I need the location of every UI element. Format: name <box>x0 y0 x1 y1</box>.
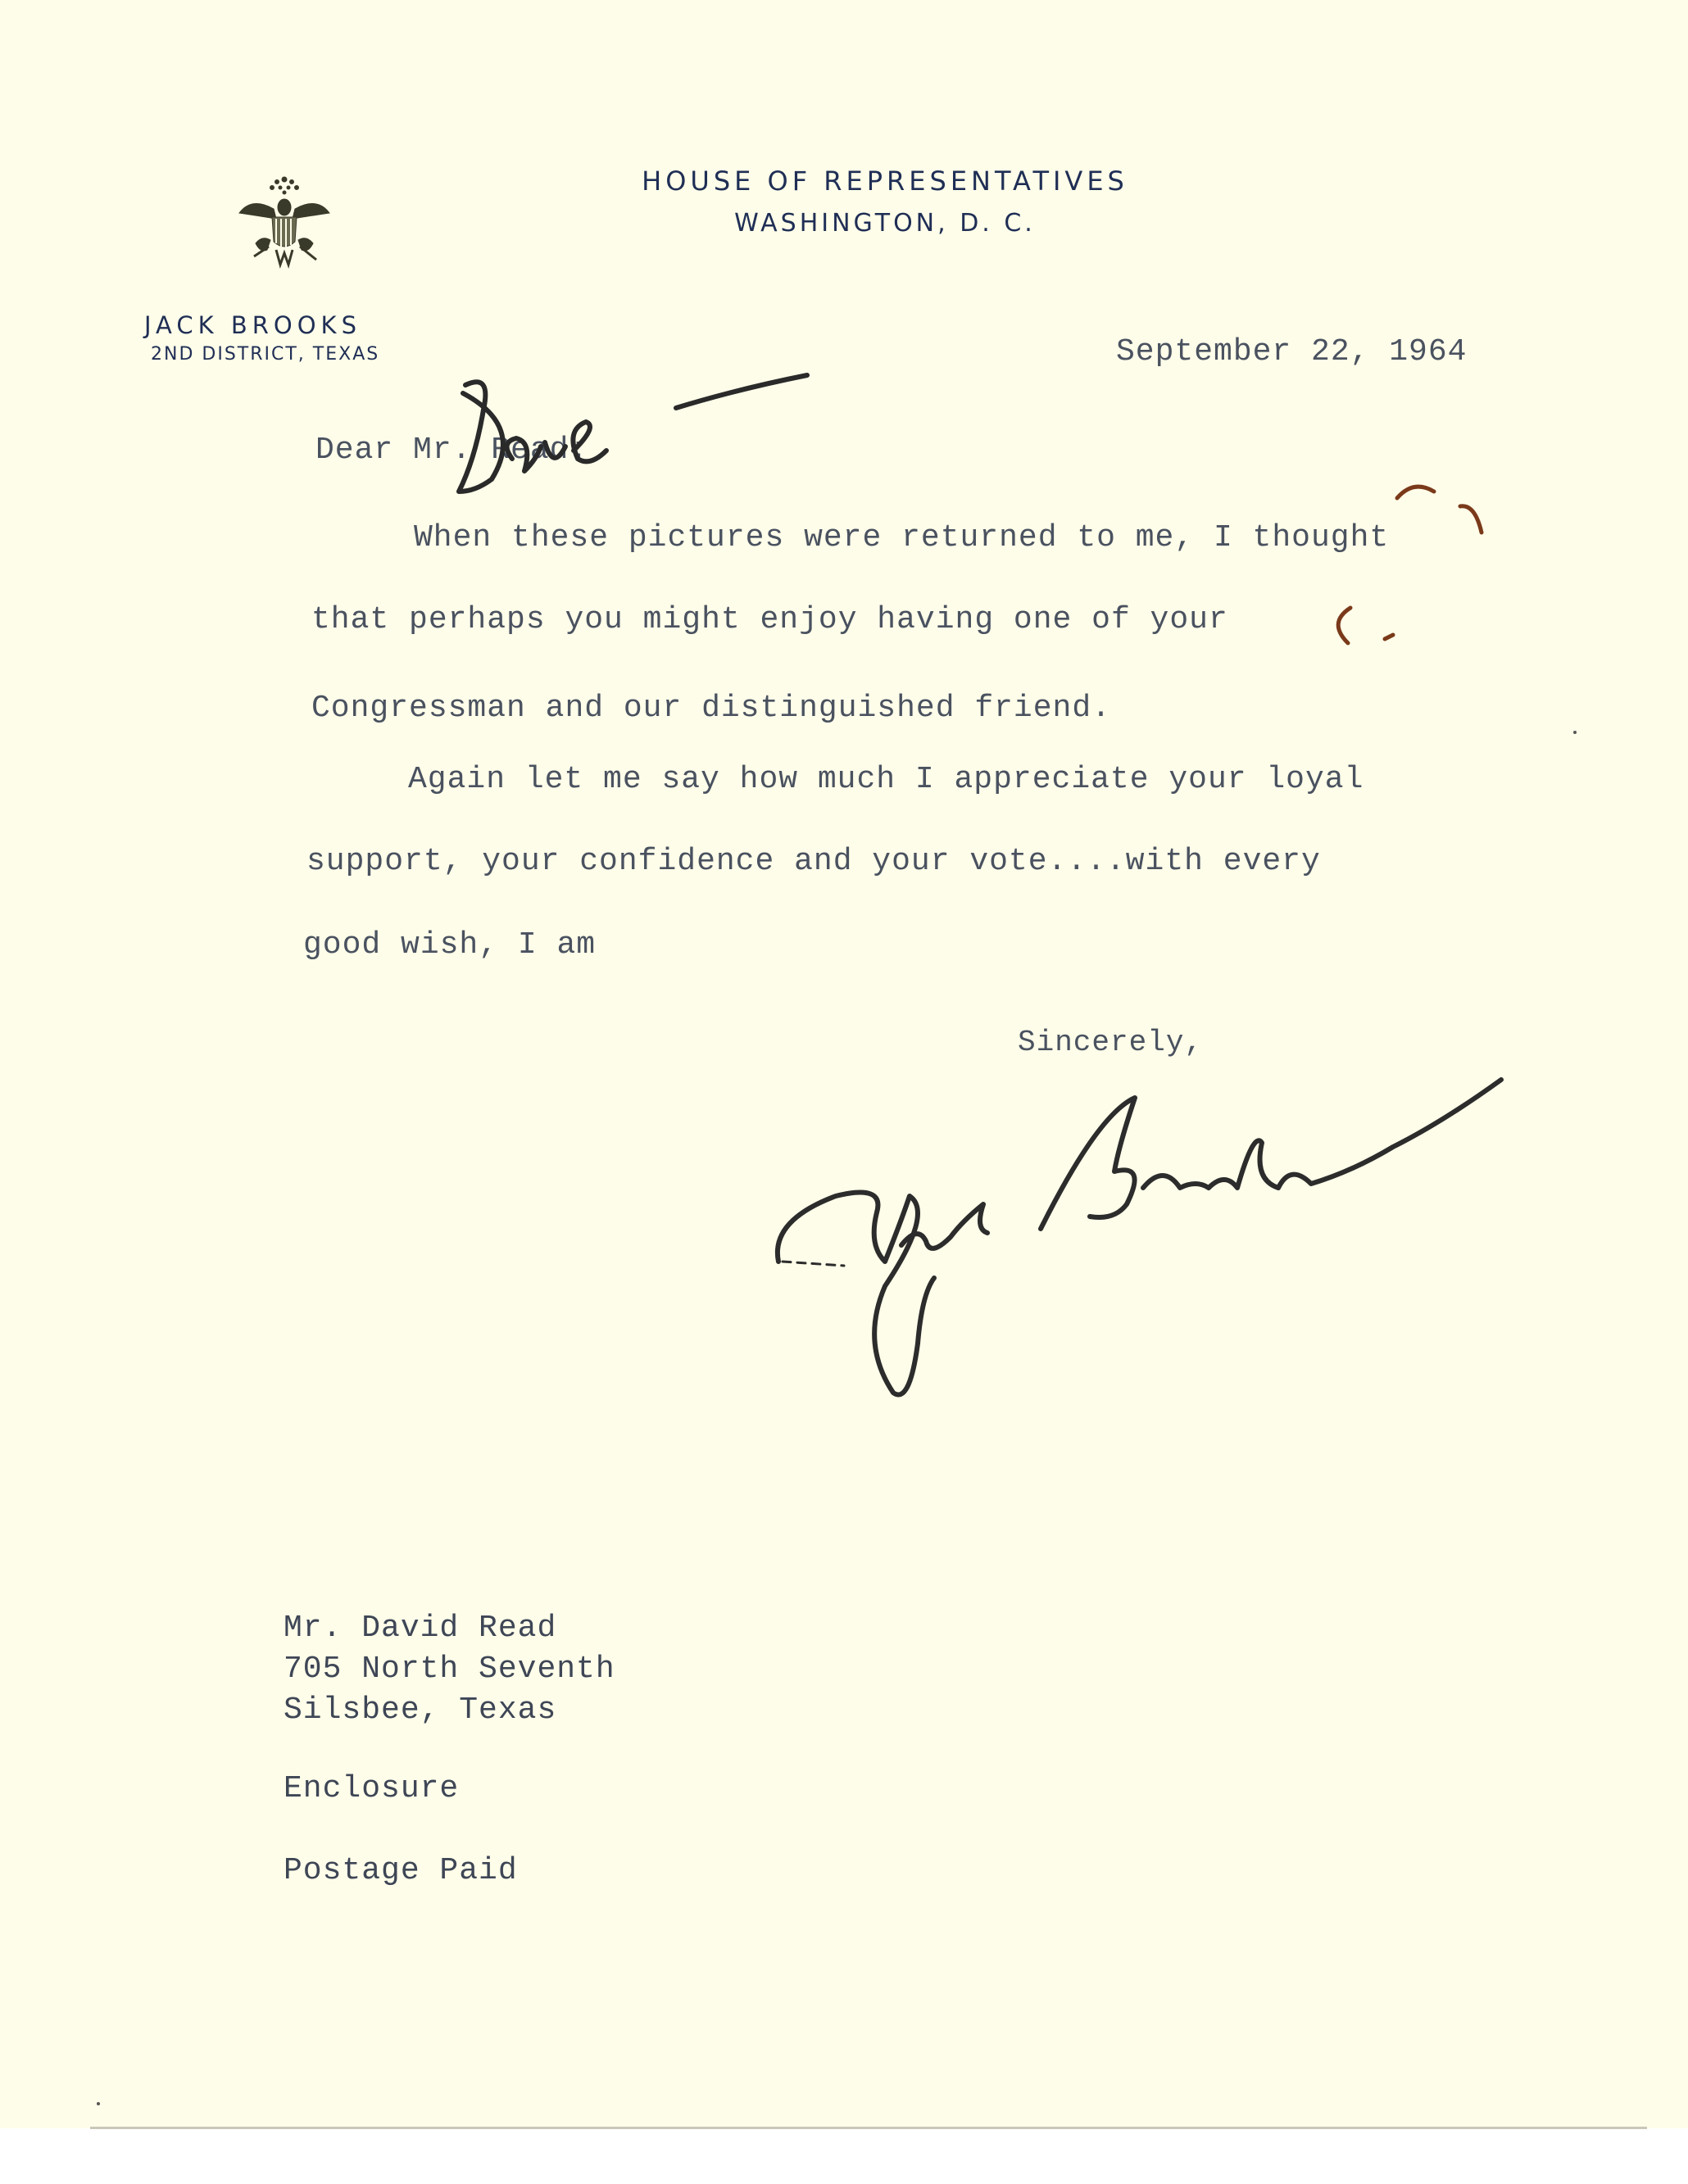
body-line-1: When these pictures were returned to me, I thought <box>414 520 1390 555</box>
recipient-street: 705 North Seventh <box>284 1652 615 1687</box>
eagle-seal-icon <box>231 168 338 274</box>
body-line-6: good wish, I am <box>303 927 597 963</box>
recipient-city: Silsbee, Texas <box>284 1692 557 1728</box>
paper-bottom-edge <box>90 2127 1647 2129</box>
body-line-3: Congressman and our distinguished friend. <box>311 691 1111 726</box>
letterhead-title: HOUSE OF REPRESENTATIVES <box>642 165 1128 197</box>
body-line-4: Again let me say how much I appreciate your loyal <box>408 762 1364 797</box>
letterhead-location: WASHINGTON, D. C. <box>734 209 1036 238</box>
salutation: Dear Mr. Read: <box>315 433 589 468</box>
sender-name: JACK BROOKS <box>144 311 361 339</box>
enclosure-note: Enclosure <box>284 1771 460 1806</box>
recipient-name: Mr. David Read <box>284 1611 557 1646</box>
sender-district: 2ND DISTRICT, TEXAS <box>151 344 380 365</box>
closing: Sincerely, <box>1018 1026 1204 1059</box>
letterhead <box>557 160 1213 245</box>
body-line-5: support, your confidence and your vote....with every <box>306 844 1321 879</box>
letter-date: September 22, 1964 <box>1116 334 1468 369</box>
postage-note: Postage Paid <box>284 1853 518 1888</box>
body-line-2: that perhaps you might enjoy having one of your <box>311 602 1228 637</box>
